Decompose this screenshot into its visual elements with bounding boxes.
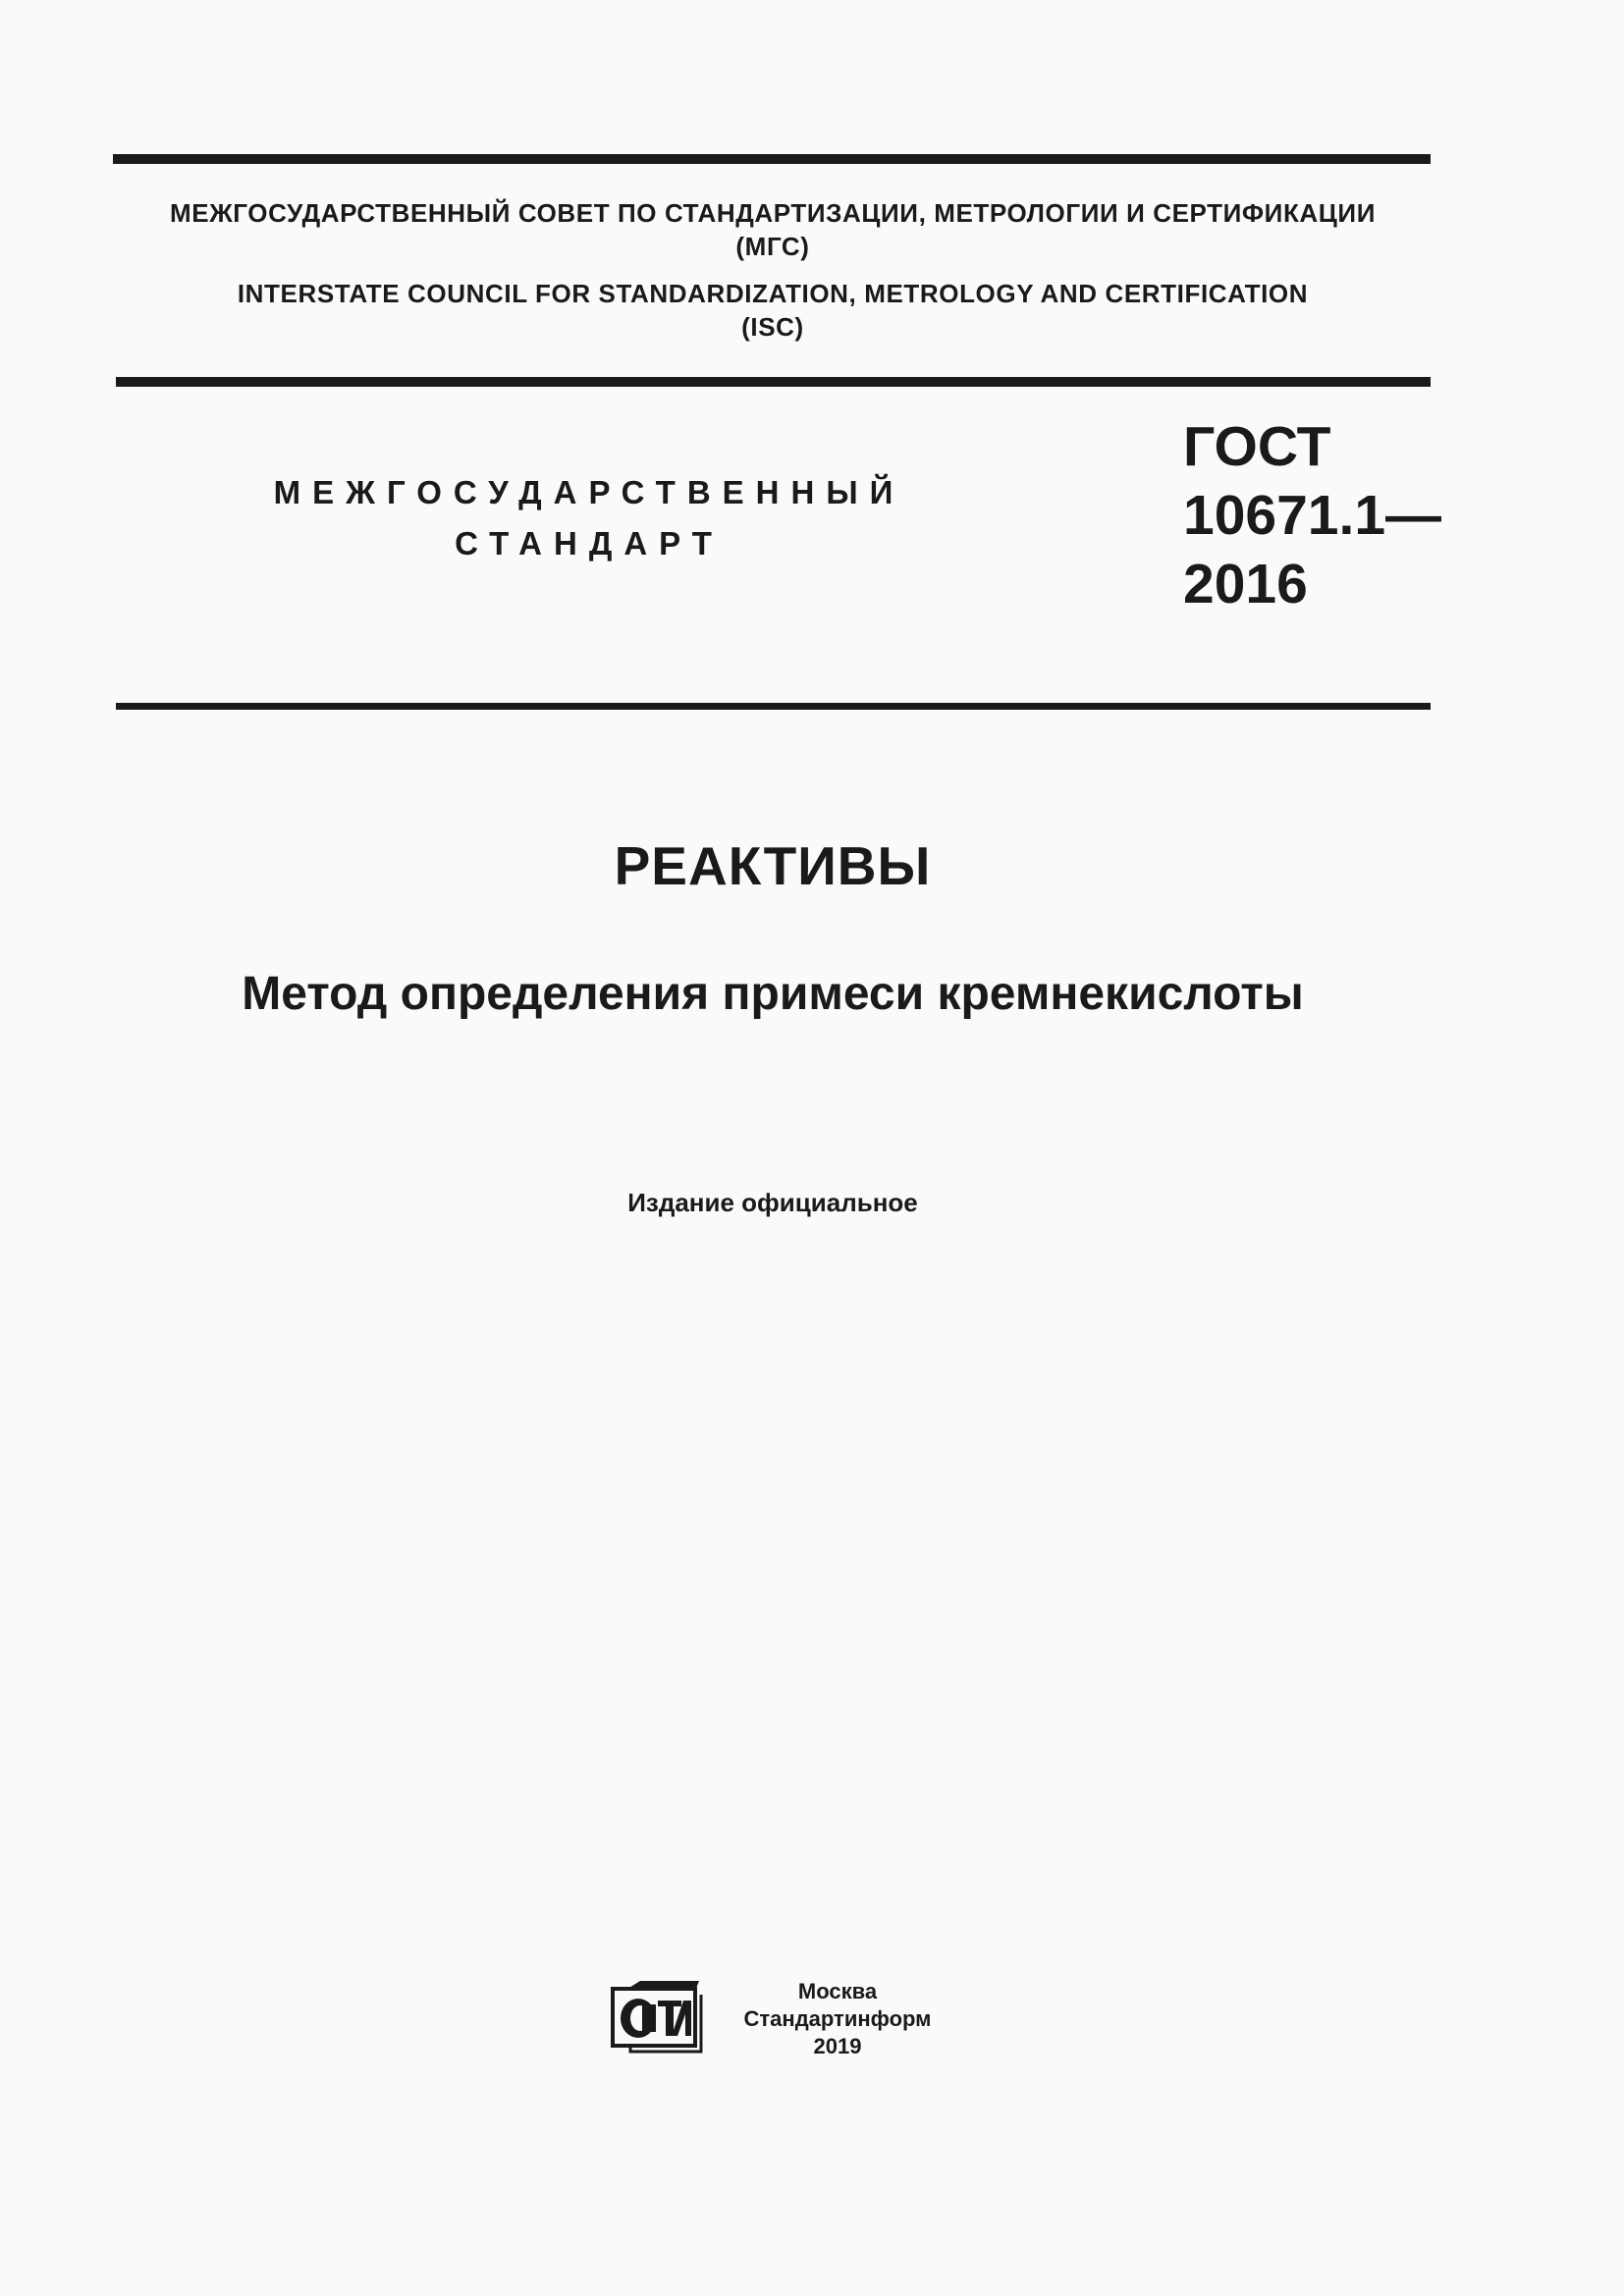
designation-year: 2016 — [1183, 553, 1308, 615]
council-ru-abbr: (МГС) — [735, 232, 810, 261]
header-bottom-rule — [116, 703, 1431, 710]
council-en-line1: INTERSTATE COUNCIL FOR STANDARDIZATION, METROLOGY AND CERTIFICATION — [237, 279, 1309, 308]
edition-note: Издание официальное — [627, 1188, 918, 1217]
standard-type-line1: МЕЖГОСУДАРСТВЕННЫЙ — [273, 474, 905, 510]
council-ru-line1: МЕЖГОСУДАРСТВЕННЫЙ СОВЕТ ПО СТАНДАРТИЗАЦИИ, МЕТРОЛОГИИ И СЕРТИФИКАЦИИ — [170, 198, 1376, 228]
document-subtitle: Метод определения примеси кремнекислоты — [242, 968, 1304, 1020]
designation-prefix: ГОСТ — [1183, 415, 1331, 478]
council-en-abbr: (ISC) — [741, 312, 804, 342]
publisher-name: Стандартинформ — [743, 2006, 932, 2031]
document-title: РЕАКТИВЫ — [614, 835, 932, 896]
standard-designation — [1183, 412, 1442, 618]
publisher-city: Москва — [797, 1979, 878, 2003]
standard-type-line2: СТАНДАРТ — [455, 525, 724, 561]
designation-number: 10671.1— — [1183, 484, 1442, 547]
publisher-year: 2019 — [813, 2034, 862, 2058]
council-rule — [116, 377, 1431, 387]
standartinform-logo-icon — [611, 1979, 705, 2056]
publisher-block — [725, 1978, 950, 2060]
top-rule — [113, 154, 1431, 164]
